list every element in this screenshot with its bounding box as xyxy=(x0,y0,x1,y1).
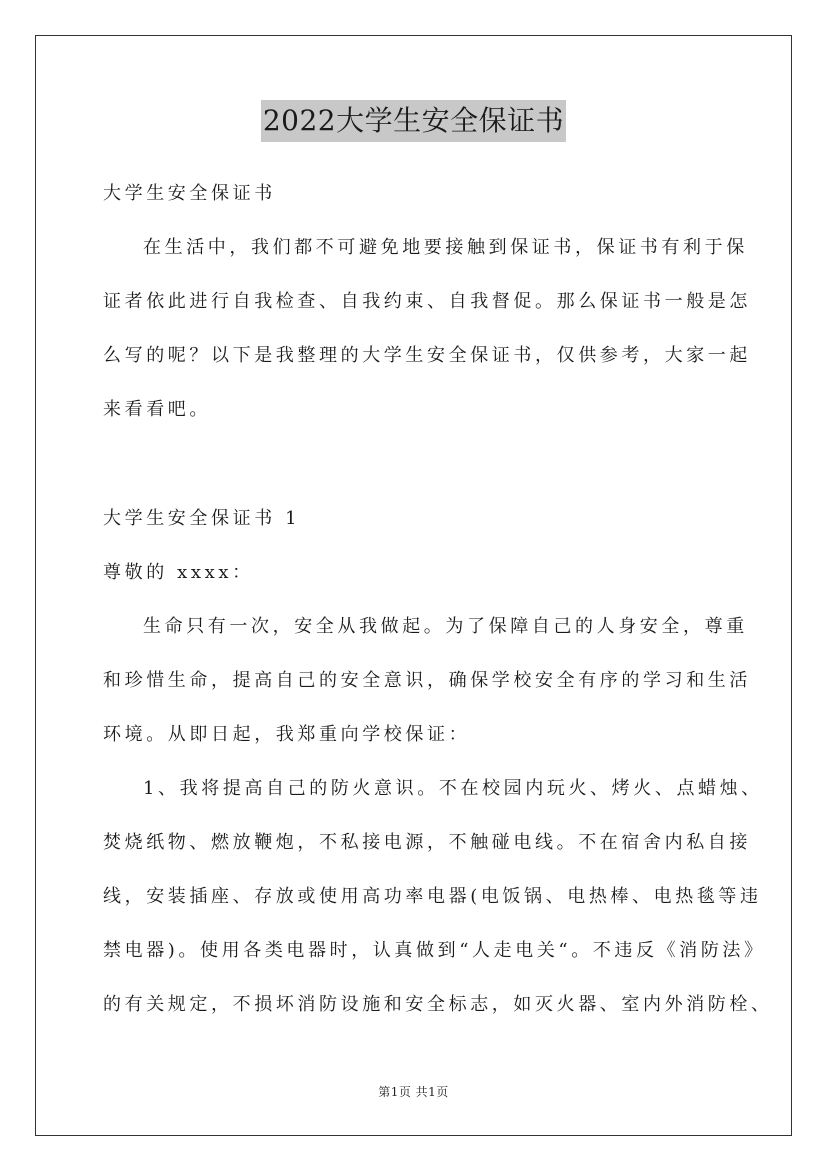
page-footer: 第1页 共1页 xyxy=(378,1085,449,1099)
section-heading: 大学生安全保证书 1 xyxy=(103,508,301,529)
intro-line: 么写的呢？以下是我整理的大学生安全保证书，仅供参考，大家一起 xyxy=(103,345,751,366)
body-line: 环境。从即日起，我郑重向学校保证： xyxy=(103,724,471,745)
intro-line: 来看看吧。 xyxy=(103,399,211,420)
document-title: 2022大学生安全保证书 xyxy=(261,100,566,142)
body-line: 的有关规定，不损坏消防设施和安全标志，如灭火器、室内外消防栓、 xyxy=(103,994,773,1015)
body-line: 禁电器)。使用各类电器时，认真做到“人走电关“。不违反《消防法》 xyxy=(103,940,766,961)
intro-line: 在生活中，我们都不可避免地要接触到保证书，保证书有利于保 xyxy=(143,237,748,258)
body-line: 1、我将提高自己的防火意识。不在校园内玩火、烤火、点蜡烛、 xyxy=(143,778,763,799)
title-container xyxy=(0,100,827,142)
body-line: 生命只有一次，安全从我做起。为了保障自己的人身安全，尊重 xyxy=(143,616,748,637)
body-line: 线，安装插座、存放或使用高功率电器(电饭锅、电热棒、电热毯等违 xyxy=(103,886,762,907)
body-line: 和珍惜生命，提高自己的安全意识，确保学校安全有序的学习和生活 xyxy=(103,670,751,691)
intro-line: 证者依此进行自我检查、自我约束、自我督促。那么保证书一般是怎 xyxy=(103,291,751,312)
salutation: 尊敬的 xxxx： xyxy=(103,562,254,583)
body-line: 焚烧纸物、燃放鞭炮，不私接电源，不触碰电线。不在宿舍内私自接 xyxy=(103,832,751,853)
subtitle: 大学生安全保证书 xyxy=(103,183,276,204)
